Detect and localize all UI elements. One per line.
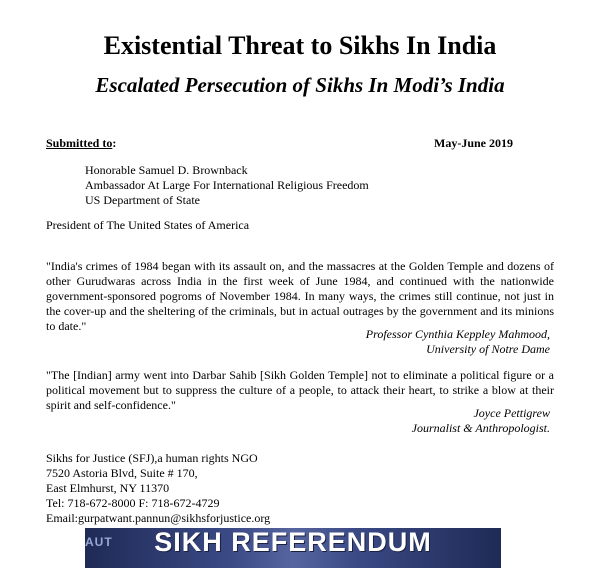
quote-affiliation: Journalist & Anthropologist. [411, 421, 550, 435]
recipient-line: US Department of State [85, 193, 200, 207]
org-name: Sikhs for Justice (SFJ),a human rights NGO [46, 451, 258, 465]
recipient-address [85, 163, 369, 208]
secondary-recipient: President of The United States of America [46, 218, 250, 232]
quote-attribution [366, 327, 550, 357]
recipient-line: Honorable Samuel D. Brownback [85, 163, 248, 177]
document-subtitle: Escalated Persecution of Sikhs In Modi’s India [95, 73, 505, 97]
recipient-line: Ambassador At Large For International Religious Freedom [85, 178, 369, 192]
submitted-to-label: Submitted to: [46, 136, 117, 150]
banner-title: SIKH REFERENDUM [154, 528, 432, 557]
submission-date: May-June 2019 [434, 136, 513, 150]
banner-partial-text: AUT [85, 535, 113, 549]
quote-text: "India's crimes of 1984 began with its assault on, and the massacres at the Golden Temple and dozens of other Gurudwaras across India in the first week of June 1984, and continued with the nationwide government-sponsored pogroms of November 1984. In many ways, the crimes still continue, not just in the cover-up and the sheltering of the criminals, but in actual outrages by the government and its minions to date." [46, 259, 554, 333]
quote-text: "The [Indian] army went into Darbar Sahib [Sikh Golden Temple] not to eliminate a political figure or a political movement but to suppress the culture of a people, to attack their heart, to strike a blow at their spirit and self-confidence." [46, 368, 554, 412]
quote-author: Joyce Pettigrew [473, 406, 550, 420]
organization-contact [46, 451, 270, 526]
org-address: 7520 Astoria Blvd, Suite # 170, [46, 466, 198, 480]
org-email: Email:gurpatwant.pannun@sikhsforjustice.org [46, 511, 271, 525]
quote-attribution [412, 406, 550, 436]
org-city: East Elmhurst, NY 11370 [46, 481, 170, 495]
referendum-banner [85, 528, 501, 568]
org-phone: Tel: 718-672-8000 F: 718-672-4729 [46, 496, 220, 510]
quote-affiliation: University of Notre Dame [426, 342, 550, 356]
quote-author: Professor Cynthia Keppley Mahmood, [365, 327, 550, 341]
document-title: Existential Threat to Sikhs In India [103, 31, 497, 60]
